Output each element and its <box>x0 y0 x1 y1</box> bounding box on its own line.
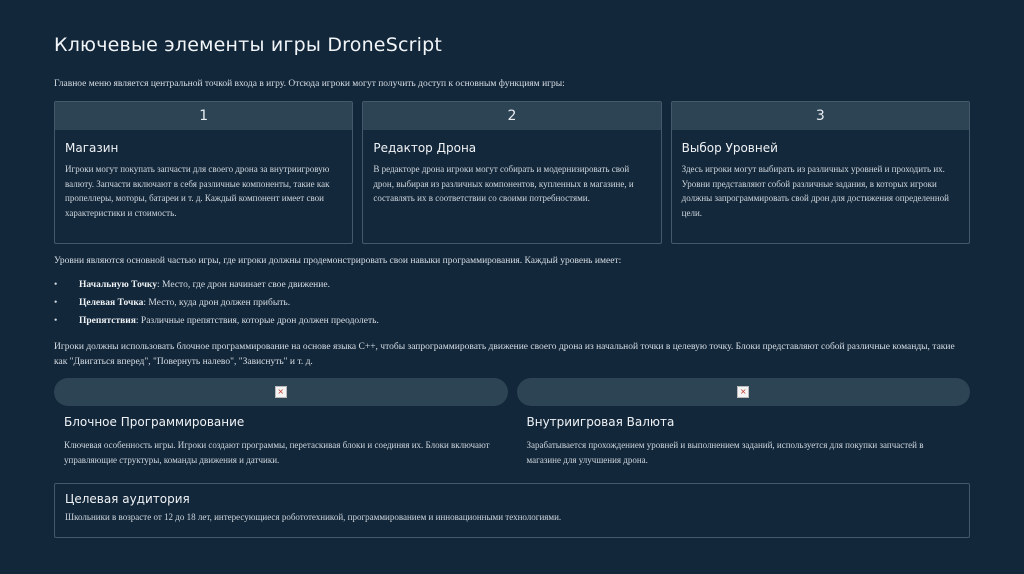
feature-text: Зарабатывается прохождением уровней и выполнением заданий, используется для покупки запчастей в магазине для улучшения дрона. <box>526 440 924 465</box>
feature-title: Внутриигровая Валюта <box>526 415 675 429</box>
card-text: Здесь игроки могут выбирать из различных уровней и проходить их. Уровни представляют собой различные задания, в которых игроки должны запрограммировать свой дрон для достижения определенной цели. <box>681 164 949 218</box>
card-drone-editor <box>362 101 661 244</box>
card-text: В редакторе дрона игроки могут собирать и модернизировать свой дрон, выбирая из различных компонентов, купленных в магазине, и составлять их в соответствии со своими потребностями. <box>373 164 634 204</box>
list-item <box>54 298 379 316</box>
blocks-description: Игроки должны использовать блочное программирование на основе языка C++, чтобы запрограммировать движение своего дрона из начальной точки в целевую точку. Блоки представляют собой различные команды, такие как "Двигаться вперед", "Повернуть налево", "Зависнуть" и т. д. <box>54 342 955 367</box>
card-shop <box>54 101 353 244</box>
bullet-icon: • <box>54 280 58 290</box>
card-number: 3 <box>672 102 969 130</box>
audience-title: Целевая аудитория <box>65 492 190 506</box>
intro-text: Главное меню является центральной точкой входа в игру. Отсюда игроки могут получить доступ к основным функциям игры: <box>54 79 565 89</box>
card-number: 2 <box>363 102 660 130</box>
card-title: Редактор Дрона <box>373 141 477 155</box>
level-features-list <box>54 280 379 334</box>
card-text: Игроки могут покупать запчасти для своего дрона за внутриигровую валюту. Запчасти включают в себя различные компоненты, такие как пропеллеры, моторы, батареи и т. д. Каждый компонент имеет свои характеристики и стоимость. <box>65 164 330 218</box>
feature-header <box>517 378 971 406</box>
feature-title: Блочное Программирование <box>64 415 245 429</box>
feature-text: Ключевая особенность игры. Игроки создают программы, перетаскивая блоки и соединяя их. Блоки включают управляющие структуры, команды движения и датчики. <box>64 440 490 465</box>
bullet-icon: • <box>54 298 58 308</box>
audience-text: Школьники в возрасте от 12 до 18 лет, интересующиеся робототехникой, программированием и инновационными технологиями. <box>65 512 562 522</box>
list-item-desc: : Место, куда дрон должен прибыть. <box>143 298 291 308</box>
card-title: Магазин <box>65 141 119 155</box>
broken-image-icon: × <box>275 386 287 398</box>
list-item-term: Начальную Точку <box>79 280 158 290</box>
list-item-desc: : Место, где дрон начинает свое движение. <box>157 280 330 290</box>
feature-currency <box>517 378 971 467</box>
list-item-desc: : Различные препятствия, которые дрон должен преодолеть. <box>135 316 379 326</box>
card-number: 1 <box>55 102 352 130</box>
page-title: Ключевые элементы игры DroneScript <box>54 34 443 56</box>
list-item <box>54 280 379 298</box>
list-item-term: Препятствия <box>79 316 136 326</box>
menu-cards <box>54 101 970 244</box>
target-audience-panel <box>54 483 970 538</box>
card-title: Выбор Уровней <box>681 141 778 155</box>
levels-intro: Уровни являются основной частью игры, где игроки должны продемонстрировать свои навыки программирования. Каждый уровень имеет: <box>54 256 622 266</box>
feature-block-programming <box>54 378 508 467</box>
feature-header <box>54 378 508 406</box>
list-item-term: Целевая Точка <box>79 298 144 308</box>
list-item <box>54 316 379 334</box>
feature-panels <box>54 378 970 467</box>
bullet-icon: • <box>54 316 58 326</box>
broken-image-icon: × <box>737 386 749 398</box>
card-level-select <box>671 101 970 244</box>
